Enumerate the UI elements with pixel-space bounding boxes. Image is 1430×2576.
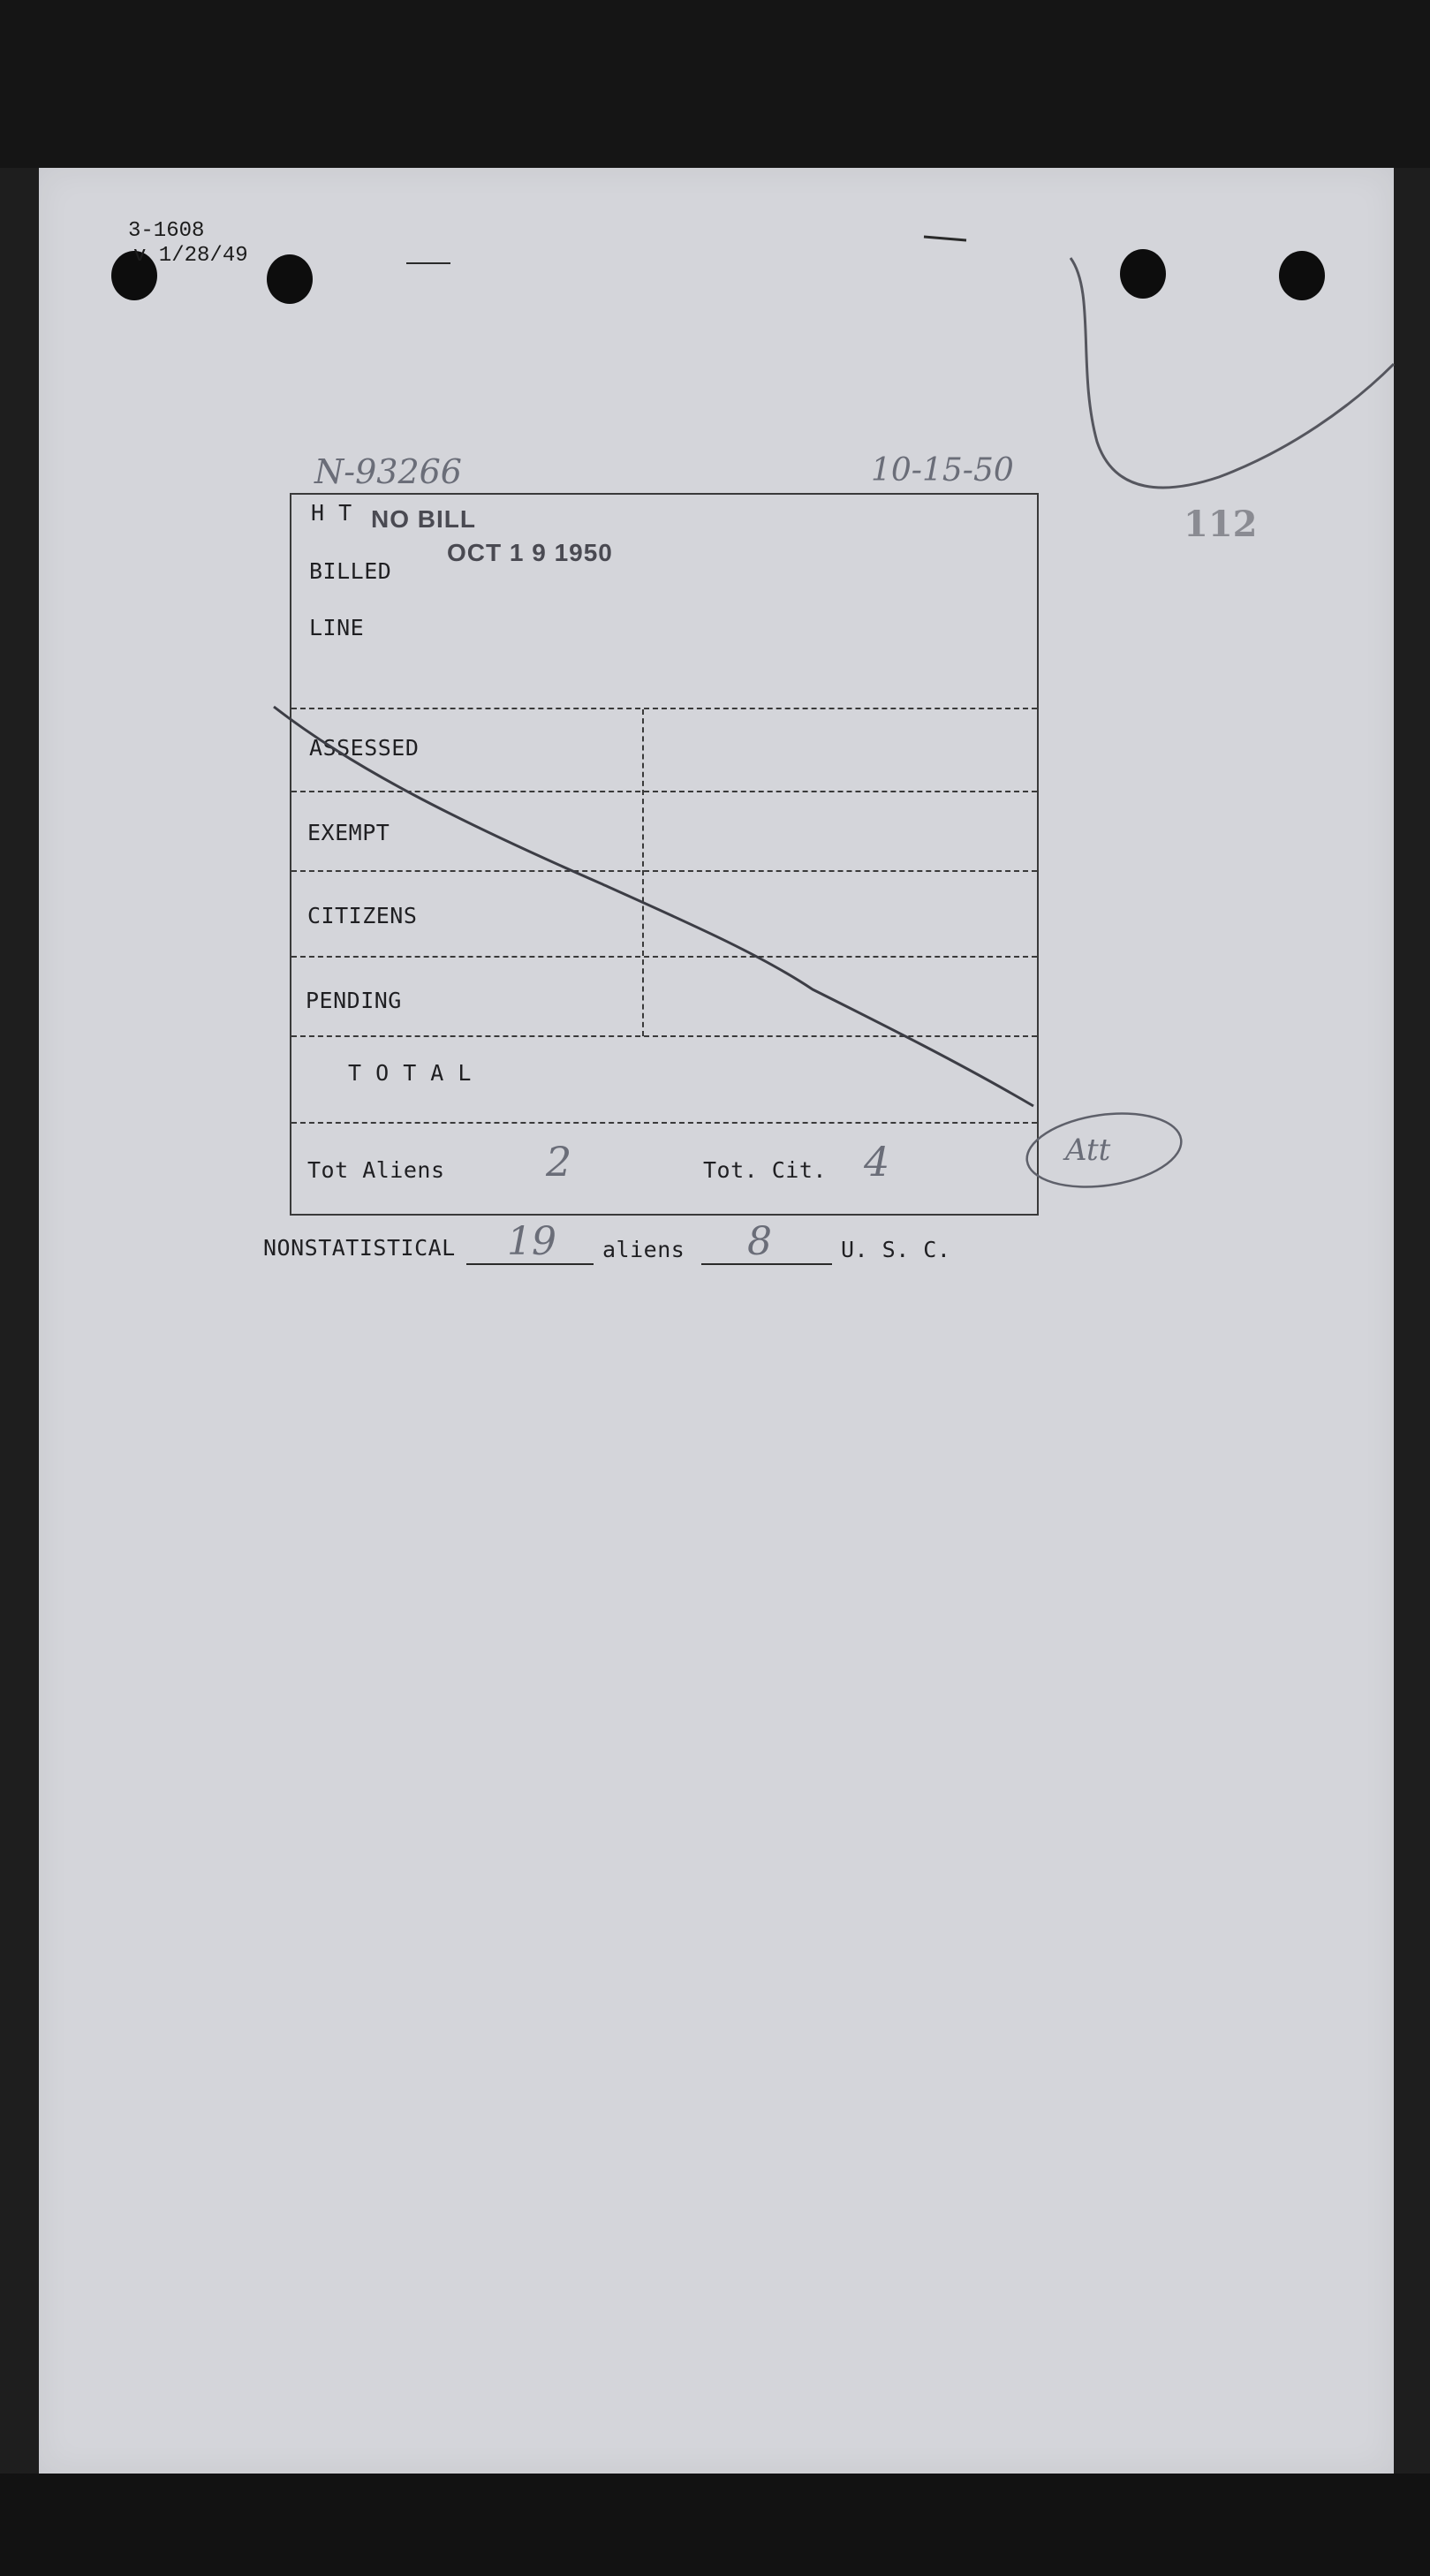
scan-background-top — [0, 0, 1430, 168]
nonstatistical-aliens-value: 19 — [507, 1219, 556, 1264]
total-label: T O T A L — [348, 1060, 472, 1086]
separator-pending — [291, 1035, 1037, 1037]
tally-form-box — [290, 493, 1039, 1216]
billed-label: BILLED — [309, 558, 392, 584]
column-divider — [642, 709, 644, 1036]
form-number: 3-1608 — [128, 219, 205, 243]
aliens-label: aliens — [602, 1237, 685, 1262]
tot-cit-label: Tot. Cit. — [703, 1157, 827, 1183]
circled-initials: Att — [1065, 1133, 1111, 1168]
ht-label: H T — [311, 500, 352, 526]
row-label-pending: PENDING — [306, 988, 402, 1013]
row-label-citizens: CITIZENS — [307, 903, 418, 928]
tot-aliens-value: 2 — [546, 1138, 572, 1186]
handwritten-date: 10-15-50 — [871, 452, 1014, 489]
separator-assessed — [291, 791, 1037, 792]
separator-total — [291, 1122, 1037, 1124]
nonstatistical-usc-value: 8 — [747, 1219, 772, 1264]
date-stamp: OCT 1 9 1950 — [447, 539, 613, 566]
punch-hole-right-2 — [1279, 251, 1325, 300]
line-label: LINE — [309, 615, 365, 640]
separator-top — [291, 708, 1037, 709]
separator-citizens — [291, 956, 1037, 958]
tot-cit-value: 4 — [864, 1138, 890, 1186]
usc-label: U. S. C. — [841, 1237, 951, 1262]
punch-hole-left-2 — [267, 254, 313, 304]
form-code — [128, 219, 248, 269]
row-label-assessed: ASSESSED — [309, 735, 420, 761]
no-bill-stamp: NO BILL — [371, 505, 476, 533]
scan-background-bottom — [0, 2474, 1430, 2576]
tot-aliens-label: Tot Aliens — [307, 1157, 445, 1183]
punch-hole-right-1 — [1120, 249, 1166, 299]
nonstatistical-label: NONSTATISTICAL — [263, 1235, 456, 1261]
page-number: 112 — [1184, 504, 1258, 545]
row-label-exempt: EXEMPT — [307, 820, 390, 845]
form-revision: v 1/28/49 — [133, 244, 248, 268]
separator-exempt — [291, 870, 1037, 872]
file-number: N-93266 — [314, 452, 462, 491]
